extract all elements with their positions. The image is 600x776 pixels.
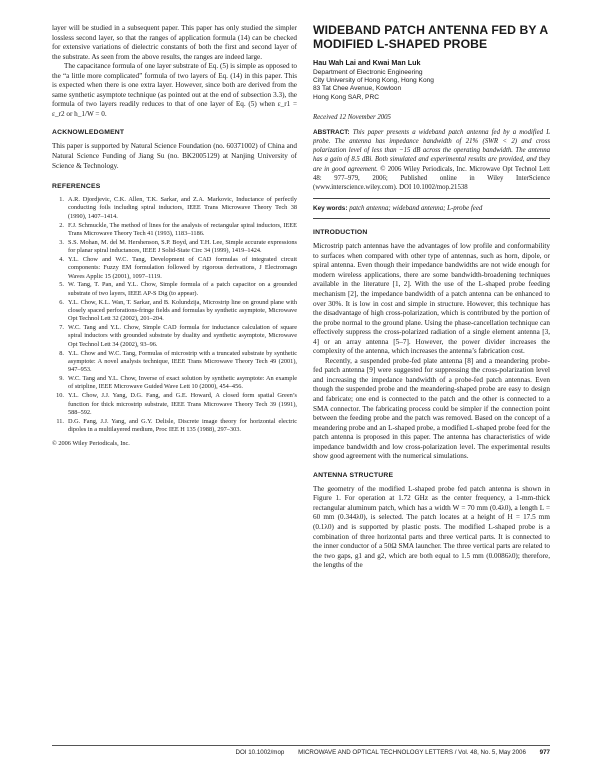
reference-item: 8. Y.L. Chow and W.C. Tang, Formulas of microstrip with a truncated substrate by synthetic asymptote: A novel analysis technique, IEEE Trans Microwave Theory Tech 49 (2001), 947–953. [59,349,297,374]
reference-item: 6. Y.L. Chow, K.L. Wan, T. Sarkar, and B. Kolundzija, Microstrip line on ground plane with closely spaced perforations-fringe fields and formulas by synthetic asymptote, Microwave Opt Technol Lett 32 (2002), 201–204. [59,298,297,323]
affiliation-line: Hong Kong SAR, PRC [313,93,379,101]
body-paragraph: Microstrip patch antennas have the advantages of low profile and conformability to surfaces when compared with other type of antennas, such as horn, dipole, or spiral antenna. Even though their impedance bandwidths are not wide enough for modern wireless applications, there are some bandwidth-broadening techniques available in the literature [1, 2]. With the use of the L-shaped probe feeding mechanism [2], the impedance bandwidth of a patch antenna can be enhanced to over 30%. It is low in cost and simple in structure. However, this technique has the disadvantage of high cross-polarization, which is contributed by the portion of the probe normal to the ground plane. Using the phase-cancellation technique can effectively suppress the cross-polarized radiation of a single element antenna [3, 4] or an array antenna [5–7]. However, the power divider increases the complexity of the antenna, which increases the antenna’s fabrication cost. [313,242,550,356]
acknowledgment-heading: ACKNOWLEDGMENT [52,129,125,137]
left-column [52,24,297,447]
page-footer [52,745,550,756]
reference-item: 7. W.C. Tang and Y.L. Chow, Simple CAD formula for inductance calculation of square spiral inductors with grounded substrate by duality and synthetic asymptote, Microwave Opt Technol Lett 34 (2002), 93–96. [59,324,297,348]
affiliation-line: 83 Tat Chee Avenue, Kowloon [313,85,402,93]
acknowledgment-text: This paper is supported by Natural Science Foundation (no. 60371002) of China and Natural Science Funding of Jiang Su (no. BK2005129) at Nanjing University of Science & Technology. [52,142,297,170]
keywords-text: patch antenna; wideband antenna; L-probe feed [349,205,483,213]
reference-item: 4. Y.L. Chow and W.C. Tang, Development of CAD formulas of integrated circuit components: Fuzzy EM formulation followed by rigorous derivations, J Electromagn Waves Applic 15 (2001), 1097–1119. [59,255,297,280]
abstract [313,128,550,192]
reference-item: 5. W. Tang, T. Pan, and Y.L. Chow, Simple formula of a patch capacitor on a grounded substrate of two layers, IEEE AP-S Dig (to appear). [59,281,297,297]
antenna-structure-heading: ANTENNA STRUCTURE [313,471,394,479]
body-paragraph: The capacitance formula of one layer substrate of Eq. (5) is simple as opposed to the “a little more complicated” formula of two layers of Eq. (14) in this paper. This is expected when there is one extra layer. However, since both are derived from the same synthetic asymptote technique (as pointed out at the end of subsection 3.3), the formula of two layers readily reduces to that of one layer of Eq. (5) when ε_r1 = ε_r2 or h_1/W = 0. [52,62,297,118]
references-heading: REFERENCES [52,183,101,191]
body-paragraph: The geometry of the modified L-shaped probe fed patch antenna is shown in Figure 1. For operation at 1.72 GHz as the center frequency, a 1-mm-thick rectangular aluminum patch, which has a width W = 70 mm (0.4λ0), a length L = 60 mm (0.344λ0), is selected. The patch locates at a height of H = 17.5 mm (0.1λ0) and is supported by plastic posts. The modified L-shaped probe is a combination of three horizontal parts and three vertical parts. It is connected to the inner conductor of a 50Ω SMA launcher. The three vertical parts are related to the two gaps, g1 and g2, which are both equal to 1.5 mm (0.0086λ0); therefore, the lengths of the [313,484,550,570]
reference-item: 3. S.S. Mohan, M. del M. Hershenson, S.P. Boyd, and T.H. Lee, Simple accurate expressions for planar spiral inductances, IEEE J Solid-State Circ 34 (1999), 1419–1424. [59,238,297,255]
keywords [313,205,550,212]
footer-doi: DOI 10.1002/mop [235,749,285,756]
affiliation-line: City University of Hong Kong, Hong Kong [313,77,434,85]
introduction-heading: INTRODUCTION [313,229,368,237]
divider [313,198,550,199]
body-paragraph: layer will be studied in a subsequent paper. This paper has only studied the simpler lossless second layer, so that the ranges of application formula (14) can be checked for extensive variations of dielectric constants of both the first and second layer of the substrate. As seen from the above results, the ranges are indeed large. [52,24,297,61]
article-title: WIDEBAND PATCH ANTENNA FED BY A MODIFIED L-SHAPED PROBE [313,23,548,51]
keywords-label: Key words: [313,205,348,213]
reference-item: 10. Y.L. Chow, J.J. Yang, D.G. Fang, and G.E. Howard, A closed form spatial Green’s function for thick microstrip substrate, IEEE Trans Microwave Theory Tech 39 (1991), 588–592. [56,392,297,416]
right-column [313,24,550,571]
page-number: 977 [539,749,550,756]
reference-item: 9. W.C. Tang and Y.L. Chow, Inverse of exact solution by synthetic asymptote: An example of stripline, IEEE Microwave Guided Wave Lett 10 (2000), 454–456. [59,375,297,391]
affiliation-line: Department of Electronic Engineering [313,69,423,76]
article-authors: Hau Wah Lai and Kwai Man Luk [313,58,421,67]
abstract-label: ABSTRACT: [313,128,350,136]
reference-item: 2. F.J. Schmuckle, The method of lines for the analysis of rectangular spiral inductors, IEEE Trans Microwave Theory Tech 41 (1993), 1183–1186. [59,221,297,237]
footer-journal: MICROWAVE AND OPTICAL TECHNOLOGY LETTERS / Vol. 48, No. 5, May 2006 [298,749,526,756]
reference-item: 11. D.G. Fang, J.J. Yang, and G.Y. Delisle, Discrete image theory for horizontal electric dipoles in a multilayered medium, Proc IEE H 135 (1988), 297–303. [56,417,297,434]
reference-item: 1. A.R. Djordjevic, C.K. Allen, T.K. Sarkar, and Z.A. Markovic, Inductance of perfectly conducting foils including spiral inductors, IEEE Trans Microwave Theory Tech 38 (1990), 1407–1414. [59,196,297,220]
received-date: Received 12 November 2005 [313,113,391,121]
copyright-notice: © 2006 Wiley Periodicals, Inc. [52,440,130,448]
reference-list [52,196,297,434]
body-paragraph: Recently, a suspended probe-fed plate antenna [8] and a meandering probe-fed patch antenna [9] were suggested for suppressing the cross-polarization level and increasing the impedance bandwidth of a probe-fed patch antennas. Even though the suspended probe and the meandering-shaped probe are easy to design and fabricate; one end is connected to the patch and the other is connected to a SMA connector. The fabricating process could be simpler if the connection point between the feeding probe and the patch was removed. Based on the concept of a meandering probe and an L-shaped probe, a modified L-shaped probe feed for the patch antenna is proposed in this paper. The antenna has characteristics of wide impedance bandwidth and low cross-polarization level. The experimental results show good agreement with the numerical simulations. [313,356,550,461]
divider [313,218,550,219]
abstract-text: This paper presents a wideband patch antenna fed by a modified L probe. The antenna has impedance bandwidth of 21% (SWR < 2) and cross polarization level of less than −15 dB across the operating bandwidth. The antenna has a gain of 8.5 dBi. Both simulated and experimental results are provided, and they are in good agreement. [313,128,550,173]
abstract-citation: © 2006 Wiley Periodicals, Inc. Microwave Opt Technol Lett 48: 977–979, 2006; Published online in Wiley InterScience (www.interscience.wiley.com). DOI 10.1002/mop.21538 [313,165,551,192]
